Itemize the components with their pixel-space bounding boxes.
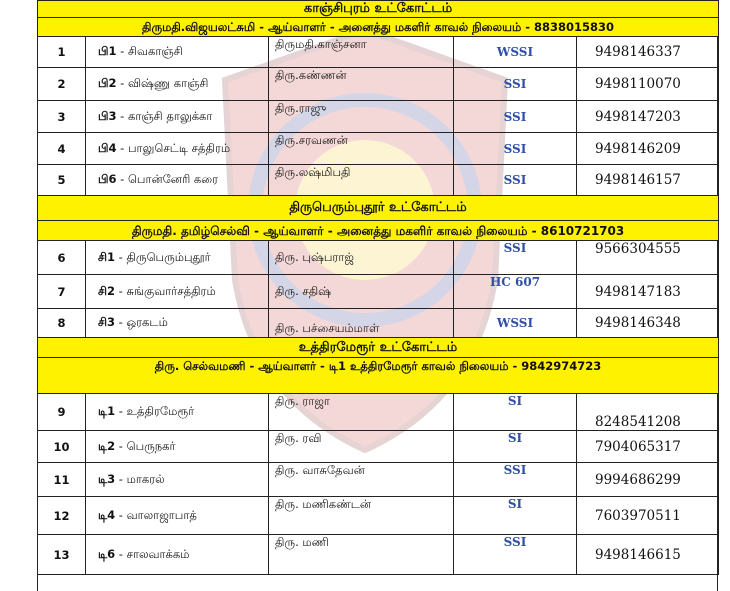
officer-name: திருமதி.காஞ்சனா	[269, 37, 454, 68]
section-title: உத்திரமேரூர் உட்கோட்டம்	[38, 338, 719, 358]
officer-name: திரு. வாசுதேவன்	[269, 463, 454, 497]
table-row	[38, 133, 719, 165]
section-title: திருபெரும்புதூர் உட்கோட்டம்	[38, 196, 719, 221]
phone-number: 8248541208	[577, 394, 719, 431]
row-number: 5	[38, 165, 86, 196]
section-subtitle: திரு. செல்வமணி - ஆய்வாளர் - டி1 உத்திரமேரூர் காவல் நிலையம் - 9842974723	[38, 358, 719, 394]
phone-number: 9498147203	[577, 101, 719, 133]
officer-name: திரு. ராஜா	[269, 394, 454, 431]
station-cell: பி6 - பொன்னேரி கரை	[86, 165, 269, 196]
phone-number: 9566304555	[577, 241, 719, 275]
row-number: 1	[38, 37, 86, 68]
phone-number: 7904065317	[577, 431, 719, 463]
row-number: 3	[38, 101, 86, 133]
station-code: பி4	[98, 140, 117, 155]
station-name: வாலாஜாபாத்	[126, 507, 197, 522]
table-row	[38, 241, 719, 275]
row-number: 4	[38, 133, 86, 165]
row-number: 10	[38, 431, 86, 463]
station-cell: சி3 - ஒரகடம்	[86, 309, 269, 338]
station-code: டி4	[98, 507, 116, 522]
officer-name: திரு.கண்ணன்	[269, 68, 454, 101]
officer-name: திரு.லஷ்மிபதி	[269, 165, 454, 196]
section-subheader	[38, 221, 719, 241]
station-code: பி3	[98, 108, 117, 123]
station-code: சி2	[98, 283, 116, 298]
phone-number: 9498110070	[577, 68, 719, 101]
station-cell: பி1 - சிவகாஞ்சி	[86, 37, 269, 68]
phone-number: 9994686299	[577, 463, 719, 497]
station-code: டி3	[98, 471, 116, 486]
row-number: 7	[38, 275, 86, 309]
station-cell: பி2 - விஷ்ணு காஞ்சி	[86, 68, 269, 101]
table-row	[38, 37, 719, 68]
contact-table	[37, 0, 719, 575]
section-header	[38, 1, 719, 18]
rank-cell: WSSI	[454, 309, 577, 338]
station-name: பொன்னேரி கரை	[127, 172, 219, 186]
officer-name: திரு. பச்சையம்மாள்	[269, 309, 454, 338]
station-name: சிவகாஞ்சி	[127, 44, 183, 58]
station-code: சி3	[98, 315, 116, 329]
table-row	[38, 535, 719, 575]
rank-cell: SSI	[454, 535, 577, 575]
station-name: பாலுசெட்டி சத்திரம்	[127, 140, 231, 155]
officer-name: திரு.ராஜு	[269, 101, 454, 133]
phone-number: 9498146615	[577, 535, 719, 575]
station-name: ஒரகடம்	[126, 315, 168, 329]
row-number: 8	[38, 309, 86, 338]
rank-cell: SSI	[454, 133, 577, 165]
phone-number: 9498146209	[577, 133, 719, 165]
officer-name: திரு. புஷ்பராஜ்	[269, 241, 454, 275]
station-name: சுங்குவார்சத்திரம்	[126, 283, 216, 298]
phone-number: 9498147183	[577, 275, 719, 309]
rank-cell: SSI	[454, 463, 577, 497]
station-name: சாலவாக்கம்	[126, 546, 190, 561]
station-code: பி6	[98, 172, 117, 186]
rank-cell: SI	[454, 431, 577, 463]
table-row	[38, 165, 719, 196]
section-title: காஞ்சிபுரம் உட்கோட்டம்	[38, 1, 719, 18]
section-subtitle: திருமதி.விஜயலட்சுமி - ஆய்வாளர் - அனைத்து மகளிர் காவல் நிலையம் - 8838015830	[38, 18, 719, 37]
officer-name: திரு. சதிஷ்	[269, 275, 454, 309]
phone-number: 7603970511	[577, 497, 719, 535]
phone-number: 9498146348	[577, 309, 719, 338]
row-number: 9	[38, 394, 86, 431]
station-code: சி1	[98, 249, 116, 264]
officer-name: திரு.சரவணன்	[269, 133, 454, 165]
row-number: 11	[38, 463, 86, 497]
station-cell: சி2 - சுங்குவார்சத்திரம்	[86, 275, 269, 309]
rank-cell: HC 607	[454, 275, 577, 309]
section-subheader	[38, 18, 719, 37]
station-code: பி2	[98, 76, 117, 90]
row-number: 6	[38, 241, 86, 275]
station-code: டி2	[98, 438, 116, 453]
station-cell: டி4 - வாலாஜாபாத்	[86, 497, 269, 535]
officer-name: திரு. ரவி	[269, 431, 454, 463]
rank-cell: SSI	[454, 101, 577, 133]
station-name: காஞ்சி தாலுக்கா	[127, 108, 213, 123]
rank-cell: WSSI	[454, 37, 577, 68]
phone-number: 9498146337	[577, 37, 719, 68]
rank-cell: SSI	[454, 241, 577, 275]
table-row	[38, 309, 719, 338]
station-name: உத்திரமேரூர்	[126, 404, 195, 418]
row-number: 12	[38, 497, 86, 535]
phone-number: 9498146157	[577, 165, 719, 196]
officer-name: திரு. மணிகண்டன்	[269, 497, 454, 535]
section-header	[38, 338, 719, 358]
section-subtitle: திருமதி. தமிழ்செல்வி - ஆய்வாளர் - அனைத்து மகளிர் காவல் நிலையம் - 8610721703	[38, 221, 719, 241]
station-name: விஷ்ணு காஞ்சி	[127, 76, 209, 90]
rank-cell: SI	[454, 497, 577, 535]
table-row	[38, 275, 719, 309]
table-row	[38, 101, 719, 133]
station-code: டி1	[98, 404, 116, 418]
station-cell: டி3 - மாகரல்	[86, 463, 269, 497]
station-name: மாகரல்	[126, 471, 165, 486]
station-cell: பி4 - பாலுசெட்டி சத்திரம்	[86, 133, 269, 165]
rank-cell: SSI	[454, 165, 577, 196]
row-number: 13	[38, 535, 86, 575]
section-header	[38, 196, 719, 221]
station-code: பி1	[98, 44, 117, 58]
station-name: பெருநகர்	[126, 438, 176, 453]
rank-cell: SSI	[454, 68, 577, 101]
table-row	[38, 431, 719, 463]
rank-cell: SI	[454, 394, 577, 431]
table-row	[38, 394, 719, 431]
station-code: டி6	[98, 546, 116, 561]
station-cell: டி6 - சாலவாக்கம்	[86, 535, 269, 575]
station-cell: பி3 - காஞ்சி தாலுக்கா	[86, 101, 269, 133]
table-row	[38, 463, 719, 497]
officer-name: திரு. மணி	[269, 535, 454, 575]
station-cell: டி1 - உத்திரமேரூர்	[86, 394, 269, 431]
row-number: 2	[38, 68, 86, 101]
station-cell: சி1 - திருபெரும்புதூர்	[86, 241, 269, 275]
section-subheader	[38, 358, 719, 394]
table-row	[38, 68, 719, 101]
table-row	[38, 497, 719, 535]
station-name: திருபெரும்புதூர்	[126, 249, 211, 264]
station-cell: டி2 - பெருநகர்	[86, 431, 269, 463]
